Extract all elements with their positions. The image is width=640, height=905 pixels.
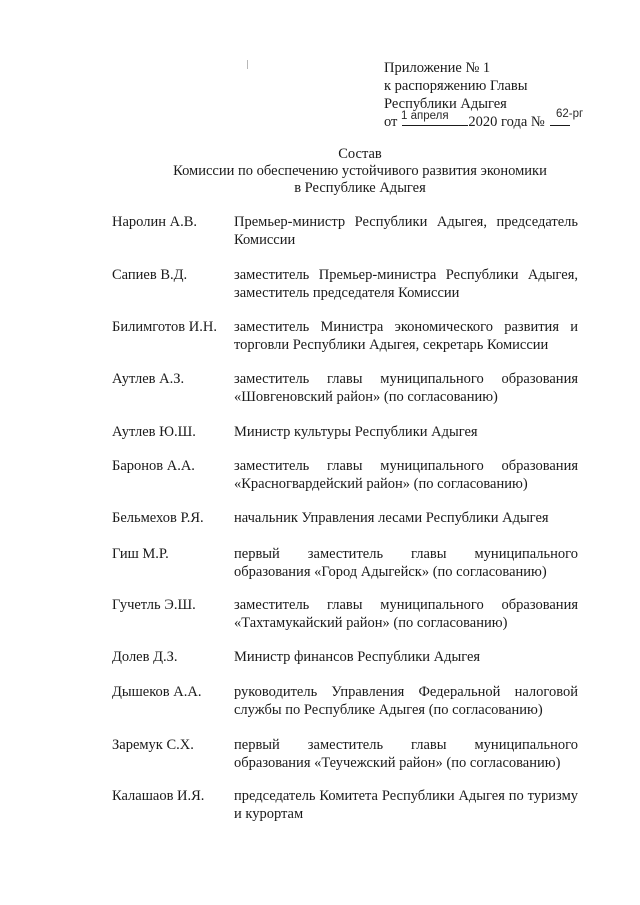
member-name: Билимготов И.Н. bbox=[112, 319, 217, 335]
member-name: Калашаов И.Я. bbox=[112, 788, 205, 804]
title-line-1: Состав bbox=[338, 146, 382, 162]
member-name: Бельмехов Р.Я. bbox=[112, 510, 204, 526]
member-name: Долев Д.З. bbox=[112, 649, 178, 665]
member-role: заместитель Министра экономического развития и торговли Республики Адыгея, секретарь Комиссии bbox=[234, 319, 578, 353]
appendix-title: Приложение № 1 bbox=[384, 60, 491, 76]
member-name: Заремук С.Х. bbox=[112, 737, 194, 753]
member-role: председатель Комитета Республики Адыгея по туризму и курортам bbox=[234, 788, 578, 822]
member-name: Дышеков А.А. bbox=[112, 684, 202, 700]
member-name: Гиш М.Р. bbox=[112, 546, 169, 562]
member-name: Баронов А.А. bbox=[112, 458, 195, 474]
member-role: заместитель главы муниципального образования «Тахтамукайский район» (по согласованию) bbox=[234, 597, 578, 631]
appendix-region: Республики Адыгея bbox=[384, 96, 507, 112]
member-role: заместитель Премьер-министра Республики Адыгея, заместитель председателя Комиссии bbox=[234, 267, 578, 301]
member-role: первый заместитель главы муниципального образования «Теучежский район» (по согласованию) bbox=[234, 737, 578, 771]
handwritten-number: 62-рг bbox=[556, 108, 584, 120]
date-prefix: от bbox=[384, 114, 398, 130]
year-text: 2020 года № bbox=[468, 114, 545, 130]
member-name: Сапиев В.Д. bbox=[112, 267, 188, 283]
member-role: Премьер-министр Республики Адыгея, председатель Комиссии bbox=[234, 214, 578, 248]
member-role: Министр финансов Республики Адыгея bbox=[234, 649, 481, 665]
member-role: руководитель Управления Федеральной налоговой службы по Республике Адыгея (по согласованию) bbox=[234, 684, 578, 718]
member-role: заместитель главы муниципального образования «Шовгеновский район» (по согласованию) bbox=[234, 371, 578, 405]
scan-mark bbox=[247, 60, 248, 69]
member-name: Аутлев Ю.Ш. bbox=[112, 424, 196, 440]
member-name: Аутлев А.З. bbox=[112, 371, 185, 387]
title-line-2: Комиссии по обеспечению устойчивого развития экономики bbox=[173, 163, 547, 179]
member-name: Гучетль Э.Ш. bbox=[112, 597, 196, 613]
title-line-3: в Республике Адыгея bbox=[294, 180, 426, 196]
member-role: Министр культуры Республики Адыгея bbox=[234, 424, 478, 440]
handwritten-date: 1 апреля bbox=[401, 110, 449, 122]
document-title bbox=[0, 146, 640, 197]
appendix-reference: к распоряжению Главы bbox=[384, 78, 528, 94]
member-name: Наролин А.В. bbox=[112, 214, 197, 230]
member-role: первый заместитель главы муниципального образования «Город Адыгейск» (по согласованию) bbox=[234, 546, 578, 580]
member-role: начальник Управления лесами Республики Адыгея bbox=[234, 510, 549, 526]
member-role: заместитель главы муниципального образования «Красногвардейский район» (по согласованию) bbox=[234, 458, 578, 492]
